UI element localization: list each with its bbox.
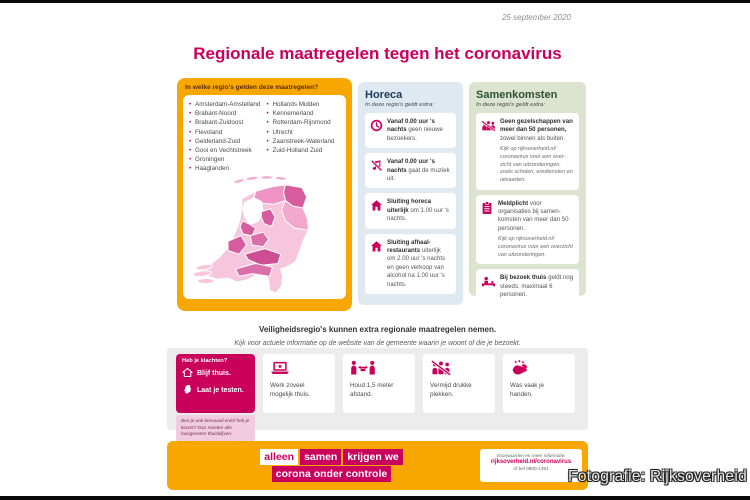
horeca-subtitle: In deze regio's geldt extra: bbox=[365, 102, 434, 108]
music-off-icon bbox=[370, 158, 383, 177]
horeca-title: Horeca bbox=[365, 89, 403, 101]
region-item: • Brabant-Noord bbox=[189, 110, 263, 118]
region-item: • Flevoland bbox=[189, 129, 263, 137]
horeca-rule-card bbox=[365, 193, 456, 228]
samenkomsten-rule-card bbox=[476, 195, 579, 265]
advice-card-avoid-crowds bbox=[423, 354, 495, 413]
slogan-word: krijgen we bbox=[343, 449, 402, 465]
horeca-rule-text: Vanaf 0.00 uur 's nachts gaat de muziek uit. bbox=[387, 158, 450, 183]
region-item: • Zuid-Holland Zuid bbox=[267, 147, 341, 155]
horeca-rule-text: Sluiting afhaal-restaurants uiterlijk om 2.00 uur 's nachts en geen verkoop van alcohol na 1.00 uur 's nachts. bbox=[387, 238, 446, 288]
bottom-letterbox-bar bbox=[0, 496, 750, 500]
distance-icon bbox=[350, 360, 408, 377]
samenkomsten-rule-text: Meldplicht voor organisaties bij samenkomsten van meer dan 50 personen. Kijk op rijksoverheid.nl/ coronavirus voor een overzicht van uitzonderingen. bbox=[498, 199, 573, 258]
get-tested-row bbox=[182, 384, 249, 397]
top-letterbox-bar bbox=[0, 0, 750, 3]
advice-label: Werk zoveel mogelijk thuis. bbox=[270, 382, 310, 398]
visit-home-icon bbox=[481, 274, 496, 293]
region-item: • Haaglanden bbox=[189, 165, 263, 173]
avoid-crowds-icon bbox=[430, 360, 488, 377]
stay-home-icon bbox=[182, 367, 193, 380]
samenkomsten-title: Samenkomsten bbox=[476, 89, 558, 101]
notice-italic: Kijk voor actuele informatie op de website van de gemeente waarin je woont of die je bezoekt. bbox=[234, 340, 521, 347]
advice-label: Vermijd drukke plekken. bbox=[430, 382, 472, 398]
date-label: 25 september 2020 bbox=[502, 13, 571, 22]
photo-credit: Fotografie: Rijksoverheid bbox=[568, 468, 747, 485]
test-icon bbox=[182, 384, 193, 397]
get-tested-label: Laat je testen. bbox=[197, 387, 244, 394]
horeca-rule-card bbox=[365, 113, 456, 148]
regions-panel-header: In welke regio's gelden deze maatregelen? bbox=[185, 84, 319, 91]
samenkomsten-panel bbox=[469, 82, 586, 299]
region-item: • Groningen bbox=[189, 156, 263, 164]
regions-panel bbox=[177, 78, 352, 311]
campaign-slogan bbox=[167, 448, 496, 482]
region-item: • Amsterdam-Amstelland bbox=[189, 101, 263, 109]
advice-card-work-home bbox=[263, 354, 335, 413]
page-title: Regionale maatregelen tegen het coronavirus bbox=[193, 44, 562, 63]
complaints-header: Heb je klachten? bbox=[182, 358, 228, 364]
regions-list-left bbox=[189, 101, 263, 174]
clipboard-icon bbox=[481, 200, 494, 220]
info-box bbox=[480, 449, 582, 482]
laptop-icon bbox=[270, 360, 328, 377]
advice-card-wash-hands bbox=[503, 354, 575, 413]
info-link: rijksoverheid.nl/coronavirus bbox=[490, 459, 572, 465]
samenkomsten-rule-text: Bij bezoek thuis geldt nog steeds: maximaal 6 personen. bbox=[500, 274, 574, 299]
region-item: • Utrecht bbox=[267, 129, 341, 137]
slogan-word: samen bbox=[300, 449, 341, 465]
region-item: • Gelderland-Zuid bbox=[189, 138, 263, 146]
samenkomsten-subtitle: In deze regio's geldt extra: bbox=[476, 102, 545, 108]
region-item: • Hollands Midden bbox=[267, 101, 341, 109]
samenkomsten-rule-card bbox=[476, 269, 579, 304]
regions-panel-body bbox=[183, 95, 346, 299]
rule-note: Kijk op rijksoverheid.nl/ coronavirus voor een overzicht van uitzonderingen. bbox=[498, 236, 573, 258]
region-item: • Rotterdam-Rijnmond bbox=[267, 119, 341, 127]
horeca-rule-card bbox=[365, 234, 456, 294]
complaints-note: Ben je ook benauwd en/of heb je koorts? Dan moeten alle huisgenoten thuisblijven. bbox=[176, 415, 255, 441]
horeca-rule-text: Vanaf 0.00 uur 's nachts geen nieuwe bezoekers. bbox=[387, 118, 443, 142]
wash-hands-icon bbox=[510, 360, 568, 377]
region-item: • Gooi en Vechtstreek bbox=[189, 147, 263, 155]
complaints-card bbox=[176, 354, 255, 413]
info-phone: of bel 0800-1351 bbox=[513, 466, 549, 471]
region-item: • Kennemerland bbox=[267, 110, 341, 118]
region-item: • Brabant-Zuidoost bbox=[189, 119, 263, 127]
clock-icon bbox=[370, 118, 383, 137]
advice-label: Was vaak je handen. bbox=[510, 382, 545, 398]
rule-note: Kijk op rijksoverheid.nl/ coronavirus voor een overzicht van uitzonderingen, zoals scholen, erediensten en uitvaarten. bbox=[500, 146, 573, 183]
notice bbox=[137, 319, 618, 347]
no-groups-icon bbox=[481, 118, 496, 137]
horeca-rule-text: Sluiting horeca uiterlijk om 1.00 uur 's nachts. bbox=[387, 198, 449, 223]
region-item: • Zaanstreek-Waterland bbox=[267, 138, 341, 146]
samenkomsten-rule-card bbox=[476, 113, 579, 190]
advice-label: Houd 1,5 meter afstand. bbox=[350, 382, 394, 398]
horeca-rule-card bbox=[365, 153, 456, 188]
house-icon bbox=[370, 239, 383, 258]
horeca-panel bbox=[358, 82, 463, 305]
advice-card-distance bbox=[343, 354, 415, 413]
regions-list-right bbox=[267, 101, 341, 174]
stay-home-row bbox=[182, 367, 249, 380]
notice-bold: Veiligheidsregio's kunnen extra regionale maatregelen nemen. bbox=[258, 325, 497, 334]
slogan-word: alleen bbox=[260, 449, 298, 465]
campaign-banner bbox=[167, 441, 588, 490]
house-icon bbox=[370, 198, 383, 217]
info-line: Voorwaarden en meer informatie: bbox=[496, 453, 566, 458]
stay-home-label: Blijf thuis. bbox=[197, 370, 231, 377]
netherlands-map bbox=[191, 169, 339, 295]
samenkomsten-rule-text: Geen gezelschappen van meer dan 50 personen, zowel binnen als buiten. Kijk op rijksoverheid.nl/ coronavirus voor een overzicht van uitzonderingen, zoals scholen, erediensten en uitvaarten. bbox=[500, 118, 573, 183]
slogan-line2: corona onder controle bbox=[272, 466, 391, 482]
